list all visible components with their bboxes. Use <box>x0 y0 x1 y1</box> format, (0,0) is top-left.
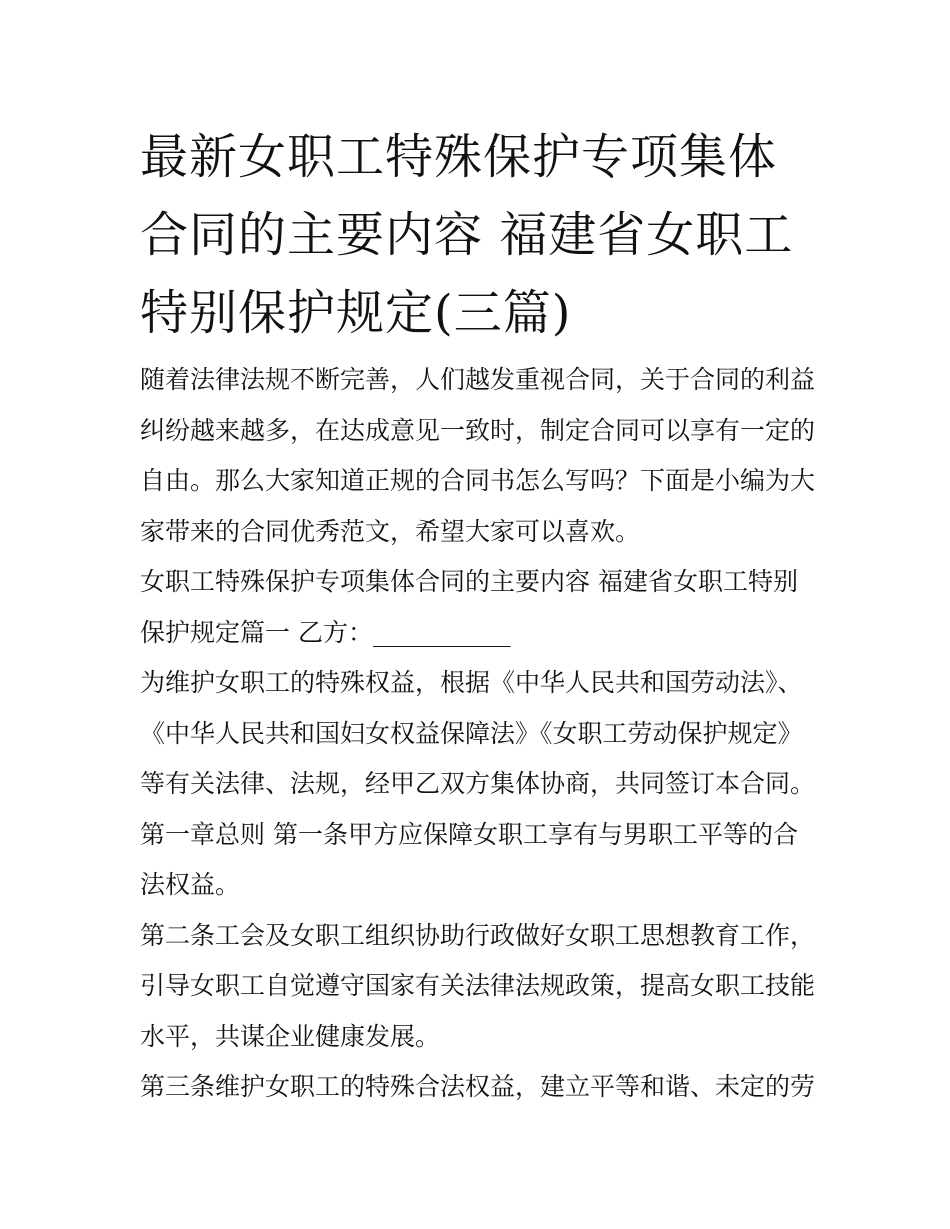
document-title <box>140 118 820 352</box>
body-line: 随着法律法规不断完善，人们越发重视合同，关于合同的利益 <box>140 365 816 394</box>
body-line: 保护规定篇一 乙方：___________ <box>140 617 511 647</box>
title-line: 特别保护规定(三篇) <box>140 285 572 341</box>
body-line: 自由。那么大家知道正规的合同书怎么写吗？下面是小编为大 <box>140 466 816 495</box>
body-line: 法权益。 <box>140 870 241 899</box>
title-line: 合同的主要内容 福建省女职工 <box>140 207 794 263</box>
body-line: 《中华人民共和国妇女权益保障法》《女职工劳动保护规定》 <box>140 718 803 748</box>
body-line: 等有关法律、法规，经甲乙双方集体协商，共同签订本合同。 <box>140 769 816 798</box>
body-line: 水平，共谋企业健康发展。 <box>140 1021 441 1051</box>
body-line: 第二条工会及女职工组织协助行政做好女职工思想教育工作， <box>140 920 816 950</box>
body-line: 纠纷越来越多，在达成意见一致时，制定合同可以享有一定的 <box>140 415 816 445</box>
body-line: 引导女职工自觉遵守国家有关法律法规政策，提高女职工技能 <box>140 971 816 1000</box>
title-line: 最新女职工特殊保护专项集体 <box>140 129 778 185</box>
body-line: 第三条维护女职工的特殊合法权益，建立平等和谐、未定的劳 <box>140 1072 816 1101</box>
body-line: 女职工特殊保护专项集体合同的主要内容 福建省女职工特别 <box>140 567 798 596</box>
body-line: 家带来的合同优秀范文，希望大家可以喜欢。 <box>140 516 641 546</box>
body-line: 第一章总则 第一条甲方应保障女职工享有与男职工平等的合 <box>140 819 798 849</box>
document-body <box>140 355 820 1113</box>
body-line: 为维护女职工的特殊权益，根据《中华人民共和国劳动法》、 <box>140 668 803 697</box>
